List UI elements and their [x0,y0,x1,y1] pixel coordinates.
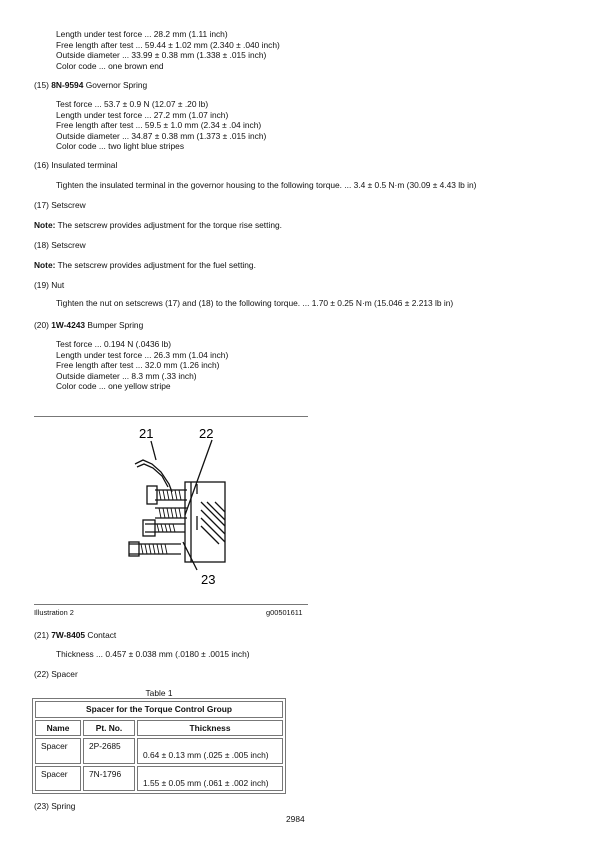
cell-thickness-value: 0.64 ± 0.13 mm (.025 ± .005 inch) [143,750,269,761]
top-spec-block [56,29,280,71]
cell-thickness [137,766,283,792]
spec-line: Outside diameter ... 33.99 ± 0.38 mm (1.338 ± .015 inch) [56,50,267,61]
item-16-text: Tighten the insulated terminal in the governor housing to the following torque. ... 3.4 ± 0.5 N·m (30.09 ± 4.43 lb in) [56,180,477,190]
spec-line: Outside diameter ... 8.3 mm (.33 inch) [56,370,197,381]
spec-line: Free length after test ... 59.5 ± 1.0 mm (2.34 ± .04 inch) [56,120,262,131]
spec-line: Test force ... 0.194 N (.0436 lb) [56,339,171,349]
part-number: 7W-8405 [51,630,86,640]
spec-line: Outside diameter ... 34.87 ± 0.38 mm (1.373 ± .015 inch) [56,130,267,141]
spec-line: Test force ... 53.7 ± 0.9 N (12.07 ± .20 lb) [56,99,209,109]
cell-thickness-value: 1.55 ± 0.05 mm (.061 ± .002 inch) [143,777,269,788]
item-19-text: Tighten the nut on setscrews (17) and (18) to the following torque. ... 1.70 ± 0.25 N·m (15.046 ± 2.213 lb in) [56,298,454,308]
item-20-heading [34,320,143,331]
item-23-heading: (23) Spring [34,801,76,811]
cell-name: Spacer [35,766,81,792]
callout-23: 23 [201,572,216,587]
spec-line: Length under test force ... 27.2 mm (1.07 inch) [56,109,229,120]
table-header-row [35,720,283,737]
illustration-bottom-rule [34,604,308,605]
item-21-heading [34,630,116,641]
table-title: Spacer for the Torque Control Group [35,701,283,718]
item-20-specs [56,339,228,392]
column-header-part-number: Pt. No. [83,720,135,737]
item-21-spec: Thickness ... 0.457 ± 0.038 mm (.0180 ± .0015 inch) [56,649,250,659]
column-header-thickness: Thickness [137,720,283,737]
part-number: 8N-9594 [51,80,84,90]
item-number: (15) [34,80,49,90]
item-15-specs [56,99,266,152]
table-title-row [35,701,283,718]
cell-part-number: 2P-2685 [83,738,135,764]
part-number: 1W-4243 [51,320,86,330]
note-label: Note: [34,260,56,270]
illustration-caption: Illustration 2 [34,608,74,617]
part-name: Contact [87,630,117,640]
spec-line: Length under test force ... 28.2 mm (1.11 inch) [56,29,228,39]
spec-line: Color code ... one brown end [56,60,164,71]
spec-line: Free length after test ... 32.0 mm (1.26 inch) [56,360,220,371]
spec-line: Color code ... one yellow stripe [56,381,171,392]
item-18-note [34,260,256,271]
table-caption: Table 1 [145,688,173,698]
note-label: Note: [34,220,56,230]
item-16-heading: (16) Insulated terminal [34,160,118,170]
spec-line: Free length after test ... 59.44 ± 1.02 mm (2.340 ± .040 inch) [56,39,280,50]
item-22-heading: (22) Spacer [34,669,78,679]
column-header-name: Name [35,720,81,737]
item-18-heading: (18) Setscrew [34,240,86,250]
spacer-table [32,698,286,794]
spec-line: Length under test force ... 26.3 mm (1.04 inch) [56,349,229,360]
governor-parts-illustration [115,420,235,595]
cell-part-number: 7N-1796 [83,766,135,792]
page-number: 2984 [286,814,305,824]
callout-21: 21 [139,426,154,441]
item-15-heading [34,80,147,91]
callout-22: 22 [199,426,214,441]
item-number: (21) [34,630,49,640]
spec-line: Color code ... two light blue stripes [56,141,185,152]
table-row [35,738,283,764]
illustration-top-rule [34,416,308,417]
item-number: (20) [34,320,49,330]
cell-thickness [137,738,283,764]
cell-name: Spacer [35,738,81,764]
illustration-code: g00501611 [266,608,303,617]
note-text: The setscrew provides adjustment for the torque rise setting. [57,220,282,230]
item-19-heading: (19) Nut [34,280,65,290]
note-text: The setscrew provides adjustment for the fuel setting. [57,260,256,270]
item-17-heading: (17) Setscrew [34,200,86,210]
part-name: Bumper Spring [87,320,144,330]
item-17-note [34,220,282,231]
part-name: Governor Spring [85,80,148,90]
table-row [35,766,283,792]
